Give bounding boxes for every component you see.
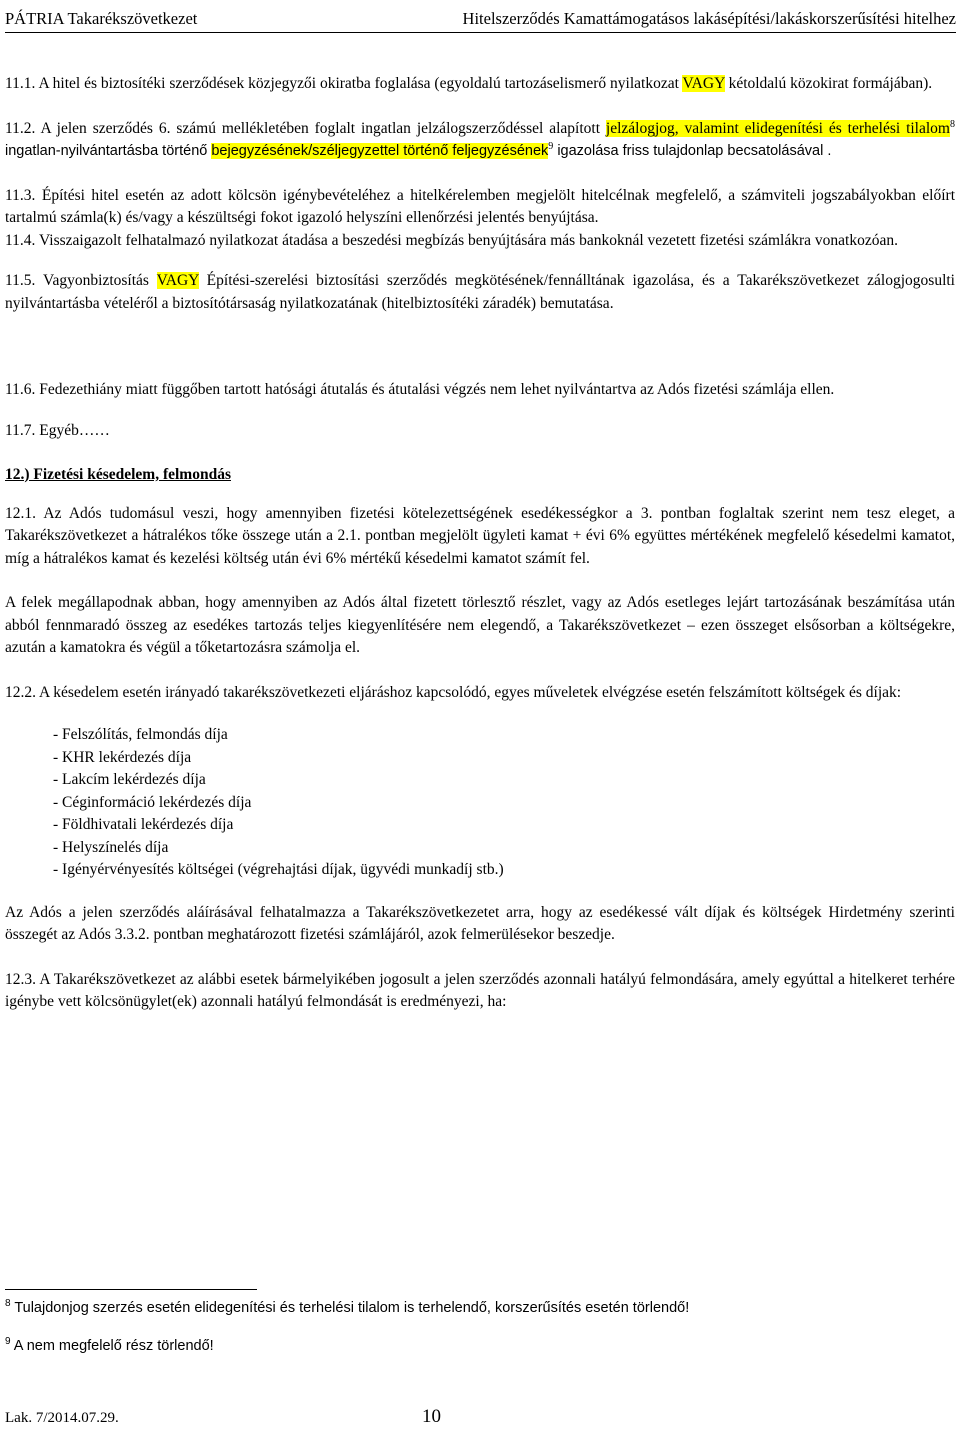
highlight-registration-text: bejegyzésének/széljegyzettel történő feljegyzésének [211,143,549,159]
footnotes [5,1300,689,1376]
fee-list-item: - Felszólítás, felmondás díja [53,726,228,743]
clause-11-4: 11.4. Visszaigazolt felhatalmazó nyilatkozat átadása a beszedési megbízás benyújtására más bankoknál vezetett fizetési számlákra vonatkozóan. [5,231,898,249]
footnote-ref-9: 9 [548,140,554,152]
fee-list [5,724,955,882]
fee-list-item: - Lakcím lekérdezés díja [53,771,206,788]
footnote-9: $^9$ A nem megfelelő rész törlendő! [5,1336,214,1354]
fee-list-item: - Céginformáció lekérdezés díja [53,793,252,811]
clause-11-1: 11.1. A hitel és biztosítéki szerződések közjegyzői okiratba foglalása (egyoldalú tartozáselismerő nyilatkozat VAGY kétoldalú közokirat formájában). [5,75,933,92]
document-code: Lak. 7/2014.07.29. [5,1410,119,1426]
late-payment-agreement: A felek megállapodnak abban, hogy amennyiben az Adós által fizetett törlesztő részlet, vagy az Adós esetleges lejárt tartozásának beszámítása után abból fennmaradó összeg az esedékes tartozás teljes kiegyenlítésére nem elegendő, a Takarékszövetkezet – ezen összeget elsősorban a költségekre, azután a kamatokra és végül a tőketartozásra számolja el. [5,594,955,656]
header-document-title: Hitelszerződés Kamattámogatásos lakásépítési/lakáskorszerűsítési hitelhez [462,9,956,28]
document-body [5,73,955,1014]
authorization-paragraph: Az Adós a jelen szerződés aláírásával felhatalmazza a Takarékszövetkezetet arra, hogy az esedékessé vált díjak és költségek Hirdetmény szerinti összegét az Adós 3.3.2. pontban meghatározott fizetési számlájáról, azok felmerülésekor beszedje. [5,903,955,943]
footnote-separator [5,1289,257,1290]
footnote-8: $^8$ Tulajdonjog szerzés esetén elidegenítési és terhelési tilalom is terhelendő, korszerűsítés esetén törlendő! [5,1298,690,1316]
header-institution: PÁTRIA Takarékszövetkezet [5,9,198,28]
clause-11-3: 11.3. Építési hitel esetén az adott kölcsön igénybevételéhez a hitelkérelemben megjelölt hitelcélnak megfelelő, a számviteli jogszabályokban előírt tartalmú számla(k) és/vagy a készültségi fokot igazoló helyszíni ellenőrzési jelentés benyújtása. [5,186,955,226]
fee-list-item: - Helyszínelés díja [53,838,169,856]
highlight-lien-text: jelzálogjog, valamint elidegenítési és terhelési tilalom [605,119,950,137]
fee-list-item: - KHR lekérdezés díja [53,748,192,766]
page-header [5,6,956,33]
page-footer [5,1406,505,1427]
clause-11-2: 11.2. A jelen szerződés 6. számú mellékletében foglalt ingatlan jelzálogszerződéssel alapított jelzálogjog, valamint elidegenítési és terhelési tilalom$^8$ ingatlan-nyilvántartásba történő bejegyzésének/széljegyzettel történő feljegyzésének$^9$ igazolása friss tulajdonlap becsatolásával . [5,118,955,159]
clause-12-3: 12.3. A Takarékszövetkezet az alábbi esetek bármelyikében jogosult a jelen szerződés azonnali hatályú felmondására, amely egyúttal a hitelkeret terhére igénybe vett kölcsönügylet(ek) azonnali hatályú felmondását is eredményezi, ha: [5,970,955,1010]
section-12-title: 12.) Fizetési késedelem, felmondás [5,466,231,483]
clause-12-1: 12.1. Az Adós tudomásul veszi, hogy amennyiben fizetési kötelezettségének esedékességkor a 3. pontban foglaltak szerint nem tesz eleget, a Takarékszövetkezet a hátralékos tőke összege után a 2.1. pontban megjelölt ügyleti kamat + évi 6% együttes mértékének megfelelő késedelmi kamatot, míg a hátralékos kamat és kezelési költség után évi 6% mértékű késedelmi kamatot számít fel. [5,504,955,567]
page-number: 10 [422,1406,441,1427]
footnote-ref-8: 8 [949,118,955,130]
clause-11-6: 11.6. Fedezethiány miatt függőben tartott hatósági átutalás és átutalási végzés nem lehet nyilvántartva az Adós fizetési számlája ellen. [5,381,835,398]
fee-list-item: - Igényérvényesítés költségei (végrehajtási díjak, ügyvédi munkadíj stb.) [53,861,504,878]
clause-11-7: 11.7. Egyéb…… [5,421,110,439]
fee-list-item: - Földhivatali lekérdezés díja [53,816,234,833]
highlight-vagy: VAGY [682,75,725,92]
highlight-vagy: VAGY [156,272,199,289]
clause-12-2: 12.2. A késedelem esetén irányadó takarékszövetkezeti eljáráshoz kapcsolódó, egyes műveletek elvégzése esetén felszámított költségek és díjak: [5,683,902,701]
clause-11-5: 11.5. Vagyonbiztosítás VAGY Építési-szerelési biztosítási szerződés megkötésének/fennálltának igazolása, és a Takarékszövetkezet zálogjogosulti nyilvántartásba vételéről a biztosítótársaság nyilatkozatának (hitelbiztosítéki záradék) bemutatása. [5,272,955,312]
